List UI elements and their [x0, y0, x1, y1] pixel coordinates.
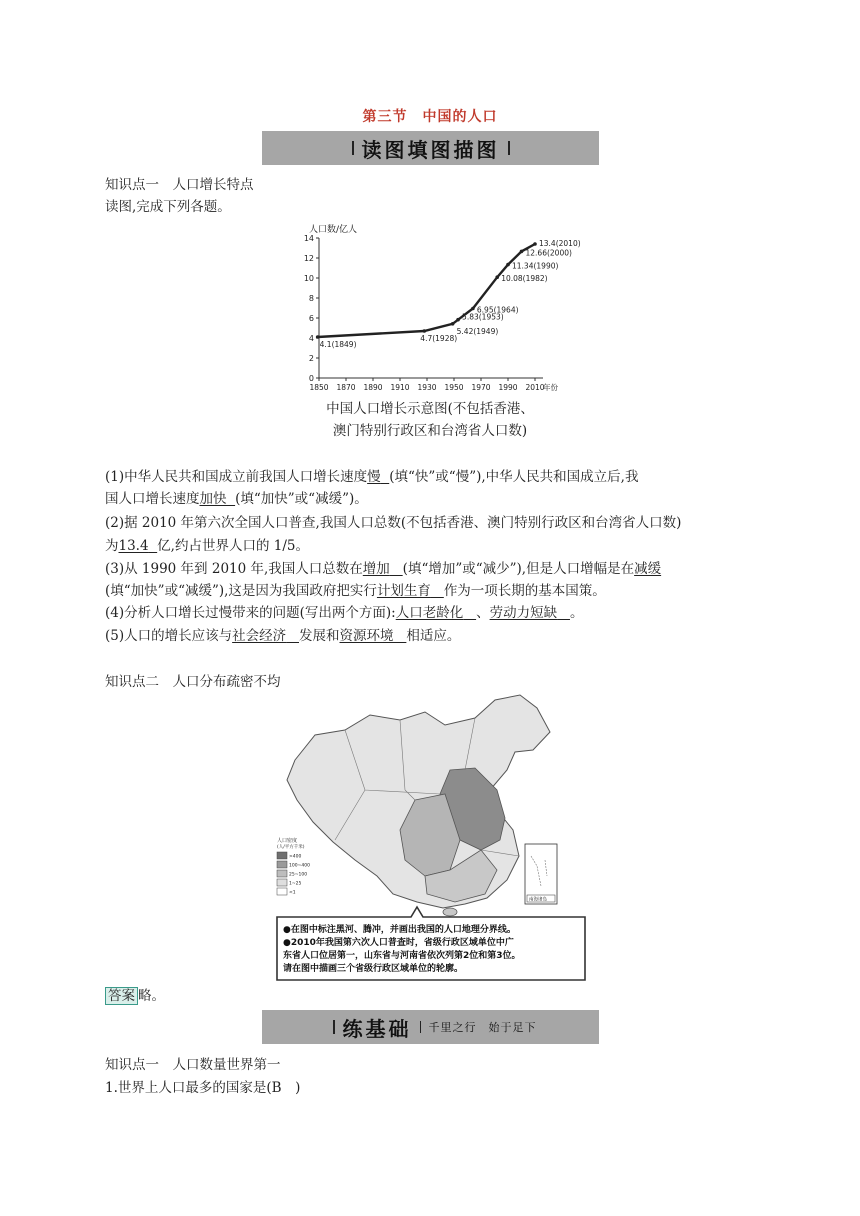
q1-text-c: 国人口增长速度	[105, 491, 200, 507]
y-tick-label: 2	[308, 354, 314, 363]
chart-ylabel: 人口数/亿人	[309, 225, 358, 235]
data-label: 10.08(1982)	[501, 274, 548, 284]
x-tick-label: 1910	[390, 383, 410, 392]
answer-text: 略。	[138, 988, 165, 1004]
page-title: 第三节 中国的人口	[362, 109, 498, 125]
q1-answer-2: 加快	[199, 491, 227, 507]
x-tick-label: 1850	[309, 383, 329, 392]
note-line: 东省人口位居第一，山东省与河南省依次列第2位和第3位。	[283, 951, 521, 961]
q5-text-b: 发展和	[299, 628, 340, 644]
legend-item-label: 100~400	[289, 863, 310, 869]
question-2-line-1: (2)据 2010 年第六次全国人口普查,我国人口总数(不包括香港、澳门特别行政区和台湾省人口数)	[105, 515, 682, 531]
data-label: 11.34(1990)	[512, 261, 559, 271]
question-1-line-1	[105, 466, 638, 488]
chart-caption-1: 中国人口增长示意图(不包括香港、	[326, 401, 534, 417]
q5-answer-2: 资源环境	[339, 628, 394, 644]
x-tick-label: 1870	[336, 383, 356, 392]
question-5	[105, 625, 460, 647]
instruction-text: 读图,完成下列各题。	[105, 199, 231, 215]
answer-tag: 答案	[105, 987, 138, 1005]
banner-label: 读图填图描图	[361, 137, 500, 162]
data-point	[316, 335, 320, 339]
q5-text-c: 相适应。	[406, 628, 461, 644]
q3-answer-2: 减缓	[634, 561, 662, 577]
data-label: 4.7(1928)	[420, 334, 458, 343]
data-point	[451, 322, 455, 326]
question-3-line-2	[105, 580, 606, 602]
q3-text-d: 作为一项长期的基本国策。	[443, 583, 606, 599]
knowledge-point-heading: 知识点一 人口增长特点	[105, 177, 254, 193]
note-line: 请在图中描画三个省级行政区域单位的轮廓。	[283, 964, 464, 974]
south-sea-inset	[525, 844, 557, 904]
chart-caption-2: 澳门特别行政区和台湾省人口数)	[332, 423, 528, 439]
legend-title-unit: (人/平方千米)	[277, 845, 305, 850]
q1-answer-1: 慢	[367, 469, 381, 485]
section-banner	[262, 131, 599, 165]
y-tick-label: 6	[308, 314, 314, 323]
y-tick-label: 4	[308, 334, 314, 343]
knowledge-point-2-heading: 知识点二 人口分布疏密不均	[105, 674, 281, 690]
question-4	[105, 602, 583, 624]
chart-series-line	[318, 244, 535, 337]
x-tick-label: 1950	[444, 383, 464, 392]
y-tick-label: 12	[303, 254, 314, 263]
legend-item-label: 25~100	[289, 872, 308, 878]
q4-answer-2: 劳动力短缺	[489, 605, 558, 621]
y-tick-label: 0	[308, 374, 314, 383]
data-label: 5.83(1953)	[462, 312, 504, 322]
banner-bar-right	[508, 141, 510, 155]
legend-item-label: 1~25	[289, 881, 302, 887]
q5-text-a: (5)人口的增长应该与	[105, 628, 233, 644]
q1-text-a: (1)中华人民共和国成立前我国人口增长速度	[105, 469, 368, 485]
legend-item-label: <1	[289, 890, 296, 896]
data-point	[495, 275, 499, 279]
legend-title: 人口密度	[277, 838, 298, 844]
x-axis-suffix: 年份	[543, 383, 558, 392]
map-legend	[277, 837, 310, 896]
banner-bar-left	[352, 141, 354, 155]
knowledge-point-3-heading: 知识点一 人口数量世界第一	[105, 1057, 281, 1073]
q3-text-b: (填“增加”或“减少”),但是人口增幅是在	[402, 561, 635, 577]
note-line: ●在图中标注黑河、腾冲，并画出我国的人口地理分界线。	[283, 925, 516, 935]
x-tick-label: 1890	[363, 383, 383, 392]
q3-answer-3: 计划生育	[376, 583, 431, 599]
x-tick-label: 1970	[471, 383, 491, 392]
y-tick-label: 8	[308, 294, 314, 303]
data-label: 4.1(1849)	[319, 340, 357, 349]
data-point	[533, 242, 537, 246]
q5-answer-1: 社会经济	[232, 628, 287, 644]
inset-label: 南海诸岛	[529, 897, 547, 903]
data-label: 13.4(2010)	[539, 239, 581, 248]
data-point	[520, 250, 524, 254]
data-point	[471, 307, 475, 311]
population-chart	[303, 220, 581, 392]
banner2-bar-left	[333, 1020, 335, 1034]
x-tick-label: 1990	[498, 383, 518, 392]
q3-text-c: (填“加快”或“减缓”),这是因为我国政府把实行	[105, 583, 377, 599]
q4-text-a: (4)分析人口增长过慢带来的问题(写出两个方面):	[105, 605, 396, 621]
q4-answer-1: 人口老龄化	[395, 605, 464, 621]
q3-text-a: (3)从 1990 年到 2010 年,我国人口总数在	[105, 561, 363, 577]
question-3-line-1	[105, 558, 661, 580]
legend-item-label: >400	[289, 854, 302, 860]
q2-text-c: 亿,约占世界人口的 1/5。	[157, 538, 309, 554]
data-label: 12.66(2000)	[525, 248, 572, 258]
y-tick-label: 14	[303, 234, 314, 243]
banner2-divider	[420, 1021, 421, 1033]
q2-text-b: 为	[105, 538, 119, 554]
q2-answer: 13.4	[118, 538, 149, 554]
answer-line	[105, 985, 165, 1007]
data-label: 5.42(1949)	[456, 326, 499, 336]
y-tick-label: 10	[303, 274, 314, 283]
q4-separator: 、	[476, 605, 490, 621]
q1-text-d: (填“加快”或“减缓”)。	[235, 491, 368, 507]
q4-end: 。	[569, 605, 584, 621]
banner2-main: 练基础	[342, 1016, 412, 1041]
q3-answer-1: 增加	[362, 561, 390, 577]
banner2-sub: 千里之行 始于足下	[428, 1021, 537, 1034]
data-label: 6.95(1964)	[476, 305, 519, 315]
x-tick-label: 2010	[525, 383, 545, 392]
note-line: ●2010年我国第六次人口普查时，省级行政区域单位中广	[283, 938, 514, 948]
q1-text-b: (填“快”或“慢”),中华人民共和国成立后,我	[389, 469, 639, 485]
practice-banner	[262, 1010, 599, 1044]
question-2-line-2	[105, 535, 309, 557]
china-population-density-map	[275, 690, 590, 982]
hainan-island	[443, 908, 457, 916]
data-point	[506, 263, 510, 267]
question-1-line-2	[105, 488, 368, 510]
x-tick-label: 1930	[417, 383, 437, 392]
data-point	[423, 329, 427, 333]
question-last: 1.世界上人口最多的国家是(B )	[105, 1080, 301, 1096]
data-point	[456, 318, 460, 322]
